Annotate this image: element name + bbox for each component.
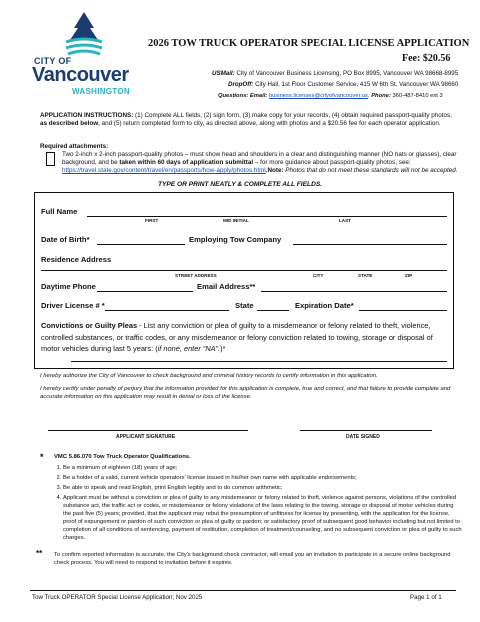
footnote-text: To confirm reported information is accurate, the City's background check contractor, will email you an invitation to participate in a secure online background check process. You will need to respond to invitation before it expires. bbox=[54, 552, 451, 566]
required-text: Two 2-inch x 2-inch passport-quality photos – must show head and shoulders in a clear and distinguishing manner (NO hats or glasses), clear background, and be taken within 60 days of application submittal – for more guidance about passport-quality photos, see: https://travel.state.gov/content/travel/en/passports/how-apply/photos.html,Note: Photos that do not meet these standards will not be accepted. bbox=[62, 151, 458, 174]
authorize-text: I hereby authorize the City of Vancouver to check background and criminal history records to certify information in this application. bbox=[40, 373, 378, 379]
instructions bbox=[40, 112, 452, 128]
required-label: Required attachments: bbox=[40, 143, 109, 150]
instructions-label: APPLICATION INSTRUCTIONS: bbox=[40, 112, 134, 119]
dob-field[interactable] bbox=[97, 244, 185, 245]
type-print-note: TYPE OR PRINT NEATLY & COMPLETE ALL FIELDS. bbox=[157, 181, 323, 188]
phone-label: Phone: bbox=[371, 93, 391, 99]
residence-field[interactable] bbox=[41, 270, 447, 271]
state-sub: STATE bbox=[358, 273, 373, 278]
convictions-field[interactable] bbox=[71, 361, 447, 362]
license-label: Driver License # * bbox=[41, 301, 105, 310]
dob-label: Date of Birth* bbox=[41, 235, 90, 244]
required-text2: – for more guidance about passport-quality photos, see: bbox=[253, 159, 411, 166]
expiration-field[interactable] bbox=[359, 310, 447, 311]
footer-right: Page 1 of 1 bbox=[410, 594, 442, 601]
tree-icon bbox=[64, 12, 104, 56]
zip-sub: ZIP bbox=[405, 273, 413, 278]
qualification-item: 2. Be a holder of a valid, current vehicle operators' license issued in his/her own name with applicable endorsements; bbox=[63, 474, 463, 482]
first-sub: FIRST bbox=[145, 218, 159, 223]
email-link[interactable]: business.licenses@cityofvancouver.us bbox=[268, 93, 368, 99]
phone-field[interactable] bbox=[97, 291, 193, 292]
email-field-label: Email Address** bbox=[197, 282, 256, 291]
fee-label: Fee: bbox=[402, 53, 421, 64]
usmail-line bbox=[212, 70, 458, 77]
convictions-label: Convictions or Guilty Pleas bbox=[41, 321, 138, 330]
signature-sub: APPLICANT SIGNATURE bbox=[116, 434, 176, 440]
footnote-star: ** bbox=[36, 549, 43, 558]
dropoff-label: DropOff: bbox=[228, 81, 254, 88]
note-text: Photos that do not meet these standards will not be accepted. bbox=[283, 167, 458, 174]
phone-label: Daytime Phone bbox=[41, 282, 96, 291]
logo-city-of: CITY OF bbox=[34, 56, 72, 66]
qualifications-title: VMC 5.86.070 Tow Truck Operator Qualifications. bbox=[54, 454, 191, 460]
form-box bbox=[34, 192, 454, 369]
convictions-body: - List any conviction or plea of guilty to a misdemeanor or felony related to theft, violence, controlled substances, or traffic codes, or any misdemeanor or felony conviction related to towing, storage or disposal of motor vehicles during last 5 years: ( bbox=[41, 321, 433, 353]
qualifications-list bbox=[52, 464, 463, 542]
note-label: Note: bbox=[267, 167, 284, 174]
street-sub: STREET ADDRESS bbox=[175, 273, 217, 278]
convictions-if: if none, enter “NA”. bbox=[157, 344, 221, 353]
state-label: State bbox=[235, 301, 254, 310]
dropoff-line bbox=[228, 81, 458, 88]
last-sub: LAST bbox=[339, 218, 351, 223]
instructions-end: , and (5) return completed form to city, as directed above, along with photos and a $20.56 fee for each operator application. bbox=[98, 120, 441, 127]
full-name-label: Full Name bbox=[41, 207, 78, 216]
city-sub: CITY bbox=[313, 273, 324, 278]
fee-value: $20.56 bbox=[422, 53, 451, 64]
qualification-item: 3. Be able to speak and read English, print English legibly and to do common arithmetic; bbox=[63, 484, 463, 492]
logo-state: WASHINGTON bbox=[72, 87, 130, 96]
employer-field[interactable] bbox=[293, 244, 447, 245]
instructions-bold: as described below bbox=[40, 120, 99, 127]
residence-label: Residence Address bbox=[41, 255, 112, 264]
qualification-item: 4. Applicant must be without a conviction or plea of guilty to any misdemeanor or felony related to theft, violence against persons, violations of the controlled substance act, the traffic act or codes, or misdemeanor or felony violations of the laws relating to the towing, storage or disposal of motor vehicles during the past five (5) years; provided, that the applicant may rebut the presumption of unfitness for license by presenting, with the application for the license, proof of expungement or pardon of such conviction or plea of guilty or pardon; or satisfactory proof of subsequent good behavior including but not limited to completion of all conditions of sentencing, payment of restitution, completion of treatment/counseling, and no subsequent conviction or plea of guilty to such charges. bbox=[63, 494, 463, 542]
questions-label: Questions: bbox=[218, 93, 249, 99]
middle-sub: MID INITIAL bbox=[223, 218, 249, 223]
qualification-item: 1. Be a minimum of eighteen (18) years of age; bbox=[63, 464, 463, 472]
state-field[interactable] bbox=[257, 310, 289, 311]
page-title: 2026 TOW TRUCK OPERATOR SPECIAL LICENSE APPLICATION bbox=[148, 38, 470, 49]
photo-checkbox[interactable] bbox=[46, 152, 55, 166]
convictions-end: )* bbox=[220, 344, 226, 353]
questions-line: Questions: Email: business.licenses@cityofvancouver.us, Phone: 360-487-8410 ext 3 bbox=[218, 93, 443, 99]
qualifications-star: * bbox=[40, 452, 44, 462]
license-field[interactable] bbox=[105, 310, 229, 311]
certify-text: I hereby certify under penalty of perjury that the information provided for this application is complete, true and correct, and that failure to provide complete and accurate information on this application may result in denial or loss of the license. bbox=[40, 386, 451, 400]
photo-guidance-link[interactable]: https://travel.state.gov/content/travel/en/passports/how-apply/photos.html bbox=[62, 167, 266, 174]
date-signed-field[interactable] bbox=[300, 430, 432, 431]
usmail-text: City of Vancouver Business Licensing, PO Box 8995, Vancouver WA 98668-8995 bbox=[236, 70, 459, 77]
signature-field[interactable] bbox=[48, 430, 248, 431]
date-sub: DATE SIGNED bbox=[346, 434, 380, 440]
convictions-text bbox=[41, 320, 447, 355]
required-text1: Two 2-inch x 2-inch passport-quality photos – must show head and shoulders in a clear and distinguishing manner (NO hats or glasses), clear background, and be bbox=[62, 151, 457, 166]
instructions-text: (1) Complete ALL fields, (2) sign form, (3) make copy for your records, (4) obtain required passport-quality photos, bbox=[135, 112, 452, 119]
city-logo bbox=[32, 12, 132, 100]
footer-rule bbox=[30, 590, 456, 591]
logo-name: Vancouver bbox=[32, 64, 129, 86]
phone-number: 360-487-8410 ext 3 bbox=[392, 93, 443, 99]
usmail-label: USMail: bbox=[212, 70, 235, 77]
email-field[interactable] bbox=[261, 291, 447, 292]
full-name-field[interactable] bbox=[87, 216, 447, 217]
required-bold1: taken within 60 days of application submittal bbox=[119, 159, 254, 166]
fee bbox=[402, 53, 450, 64]
expiration-label: Expiration Date* bbox=[295, 301, 354, 310]
footer-left: Tow Truck OPERATOR Special License Application; Nov 2025 bbox=[32, 594, 203, 601]
employer-label: Employing Tow Company bbox=[189, 235, 282, 244]
dropoff-text: City Hall, 1st Floor Customer Service, 415 W 6th St, Vancouver WA 98660 bbox=[255, 81, 459, 88]
email-label: Email: bbox=[249, 93, 268, 99]
